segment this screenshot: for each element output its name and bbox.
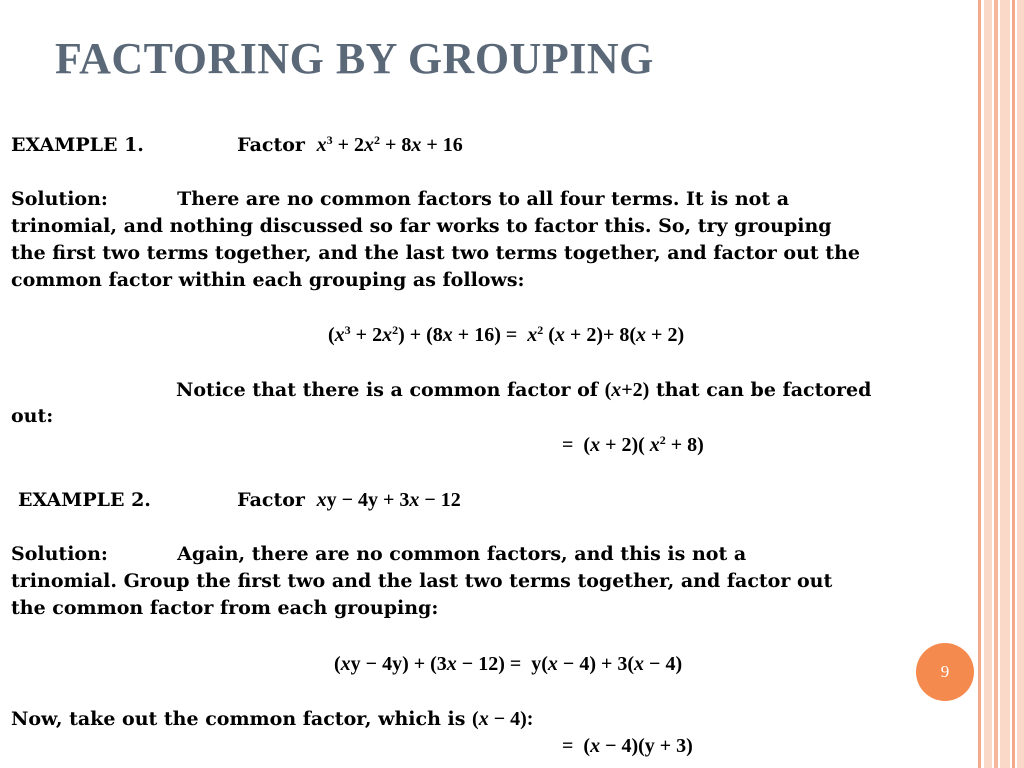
example1-solution-line: trinomial, and nothing discussed so far works to factor this. So, try grouping [11, 215, 832, 237]
example1-label: EXAMPLE 1. [11, 134, 144, 156]
example2-solution-line: trinomial. Group the first two and the last two terms together, and factor out [11, 570, 833, 592]
decorative-stripe [984, 0, 992, 768]
example2-polynomial: xy − 4y + 3x − 12 [316, 489, 461, 511]
decorative-stripe [1012, 0, 1015, 768]
example2-now-text: Now, take out the common factor, which is [11, 708, 466, 730]
example1-notice-text: that can be factored [655, 379, 872, 401]
example1-factor-word: Factor [237, 134, 305, 156]
example2-label: EXAMPLE 2. [18, 489, 151, 511]
example1-notice-line: Notice that there is a common factor of (x+2) that can be factored [176, 379, 872, 401]
example1-polynomial: $x^3 + 2x^2 + 8x + 16$ [316, 133, 463, 156]
example1-grouping-equation: $(x^3 + 2x^2) + (8x + 16) = x^2$ (x + 2)+ 8(x + 2) [328, 323, 685, 346]
example2-now-line: Now, take out the common factor, which is (x − 4): [11, 708, 534, 730]
example1-solution-line [11, 190, 789, 209]
example1-solution-text: There are no common factors to all four terms. It is not a [177, 188, 790, 210]
example2-grouping-equation: (xy − 4y) + (3x − 12) = y(x − 4) + 3(x − 4) [334, 653, 683, 675]
example1-solution-line: common factor within each grouping as follows: [11, 269, 525, 291]
example2-solution-text: Again, there are no common factors, and this is not a [177, 543, 747, 565]
decorative-stripe [978, 0, 981, 768]
example2-result: = (x − 4)(y + 3) [562, 735, 693, 757]
example1-solution-label: Solution: [11, 188, 108, 210]
page-number-badge: 9 [916, 643, 974, 701]
slide-title: FACTORING BY GROUPING [55, 34, 654, 83]
example1-result: = (x + 2)( $x^2 + 8$) [562, 433, 704, 456]
example1-header [11, 135, 463, 155]
decorative-stripe [994, 0, 998, 768]
example2-solution-line: the common factor from each grouping: [11, 597, 439, 619]
example1-solution-line: the first two terms together, and the last two terms together, and factor out the [11, 242, 860, 264]
decorative-stripe [1000, 0, 1010, 768]
example2-solution-label: Solution: [11, 543, 108, 565]
example1-notice-line: out: [11, 405, 54, 427]
example2-header [18, 490, 461, 510]
example2-solution-line [11, 545, 746, 564]
decorative-stripe [1017, 0, 1024, 768]
example2-factor-word: Factor [237, 489, 305, 511]
